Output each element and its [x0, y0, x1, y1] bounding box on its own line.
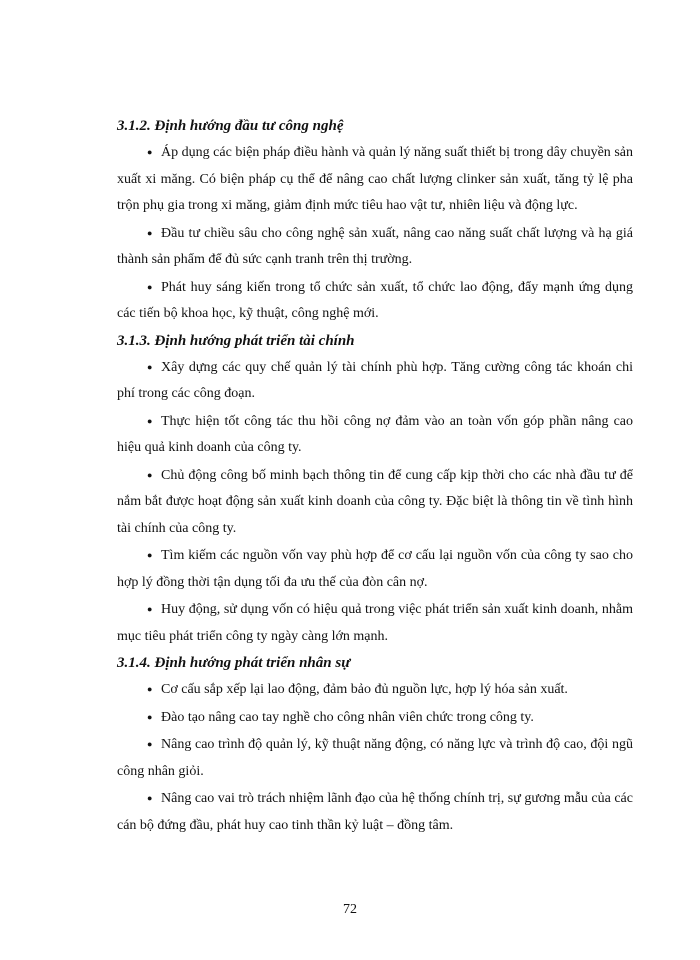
page-number: 72 — [343, 902, 357, 917]
page-content — [117, 113, 633, 839]
list-item — [117, 220, 633, 274]
bullet-icon: ● — [147, 281, 153, 292]
list-item — [117, 354, 633, 408]
list-item-text: Thực hiện tốt công tác thu hồi công nợ đảm vào an toàn vốn góp phần nâng cao hiệu quả kinh doanh của công ty. — [117, 413, 633, 455]
list-item-text: Áp dụng các biện pháp điều hành và quản lý năng suất thiết bị trong dây chuyền sản xuất xi măng. Có biện pháp cụ thể để nâng cao chất lượng clinker sản xuất, tăng tỷ lệ pha trộn phụ gia trong xi măng, giảm định mức tiêu hao vật tư, nhiên liệu và động lực. — [117, 145, 633, 213]
list-item-text: Đào tạo nâng cao tay nghề cho công nhân viên chức trong công ty. — [161, 709, 534, 725]
list-item-text: Huy động, sử dụng vốn có hiệu quả trong việc phát triển sản xuất kinh doanh, nhằm mục tiêu phát triển công ty ngày càng lớn mạnh. — [117, 602, 633, 644]
list-item-text: Tìm kiếm các nguồn vốn vay phù hợp để cơ cấu lại nguồn vốn của công ty sao cho hợp lý đồng thời tận dụng tối đa ưu thế của đòn cân nợ. — [117, 548, 633, 590]
list-item-text: Nâng cao vai trò trách nhiệm lãnh đạo của hệ thống chính trị, sự gương mẫu của các cán bộ đứng đầu, phát huy cao tinh thần kỷ luật – đồng tâm. — [117, 791, 633, 833]
section-heading-investment: 3.1.2. Định hướng đầu tư công nghệ — [117, 118, 344, 134]
bullet-icon: ● — [147, 361, 153, 372]
bullet-icon: ● — [147, 147, 153, 157]
list-item-text: Nâng cao trình độ quản lý, kỹ thuật năng động, có năng lực và trình độ cao, đội ngũ công nhân giỏi. — [117, 737, 633, 779]
section-heading-personnel: 3.1.4. Định hướng phát triển nhân sự — [117, 655, 351, 671]
list-item — [117, 676, 633, 704]
list-item — [117, 731, 633, 785]
list-item-text: Phát huy sáng kiến trong tổ chức sản xuất, tổ chức lao động, đẩy mạnh ứng dụng các tiến bộ khoa học, kỹ thuật, công nghệ mới. — [117, 279, 633, 321]
list-item-text: Chủ động công bố minh bạch thông tin để cung cấp kịp thời cho các nhà đầu tư để nắm bắt được hoạt động sản xuất kinh doanh của công ty. Đặc biệt là thông tin về tình hình tài chính của công ty. — [117, 467, 633, 536]
bullet-icon: ● — [147, 793, 153, 803]
list-item — [117, 704, 633, 732]
list-item — [117, 274, 633, 328]
list-item-text: Cơ cấu sắp xếp lại lao động, đảm bảo đủ nguồn lực, hợp lý hóa sản xuất. — [161, 682, 568, 697]
list-item — [117, 542, 633, 596]
list-item — [117, 139, 633, 220]
bullet-icon: ● — [147, 415, 153, 426]
bullet-icon: ● — [147, 739, 153, 749]
list-item-text: Xây dựng các quy chế quản lý tài chính phù hợp. Tăng cường công tác khoán chi phí trong các công đoạn. — [117, 359, 633, 401]
list-item-text: Đầu tư chiều sâu cho công nghệ sản xuất, nâng cao năng suất chất lượng và hạ giá thành sản phẩm để đủ sức cạnh tranh trên thị trường. — [117, 225, 633, 267]
list-item — [117, 408, 633, 462]
bullet-icon: ● — [147, 604, 153, 614]
bullet-icon: ● — [147, 684, 153, 694]
list-item — [117, 462, 633, 543]
section-heading-finance: 3.1.3. Định hướng phát triển tài chính — [117, 332, 355, 349]
bullet-icon: ● — [147, 469, 153, 480]
bullet-icon: ● — [147, 711, 153, 722]
bullet-icon: ● — [147, 227, 153, 238]
list-item — [117, 596, 633, 650]
list-item — [117, 785, 633, 839]
bullet-icon: ● — [147, 550, 153, 560]
